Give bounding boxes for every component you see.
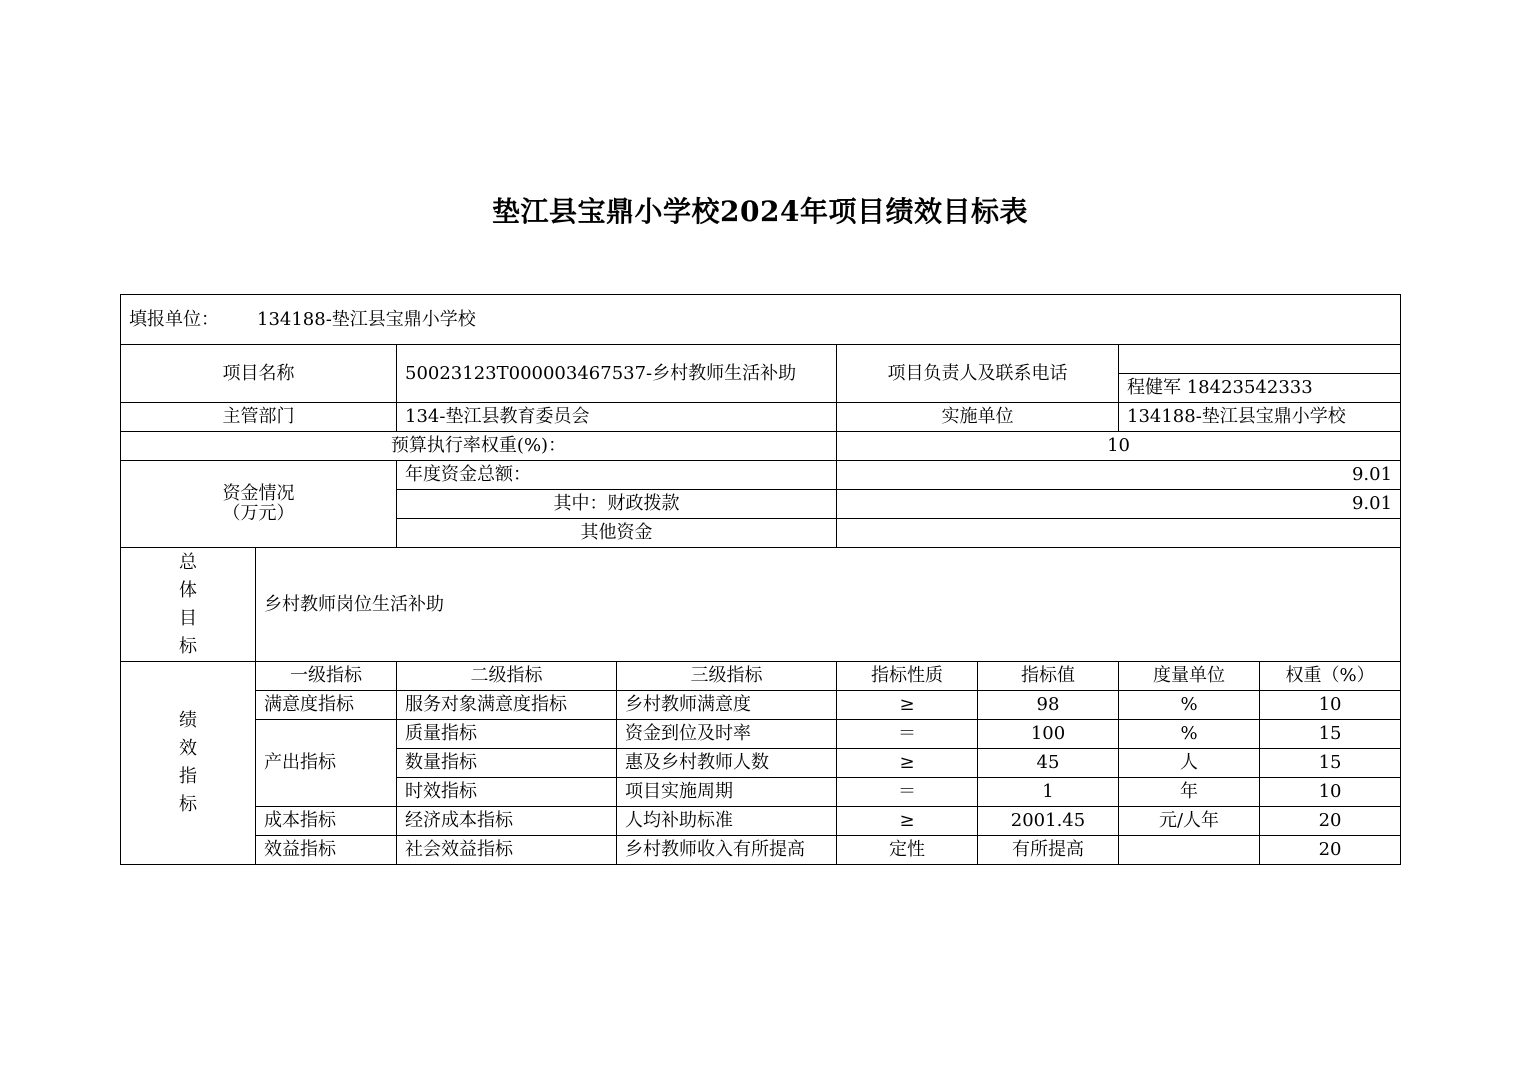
fill-unit-label: 填报单位： <box>129 308 219 330</box>
value-cell: 100 <box>978 720 1119 749</box>
nature-cell: ≥ <box>837 749 978 778</box>
funds-total-value: 9.01 <box>837 461 1401 490</box>
perf-header: 度量单位 <box>1119 662 1260 691</box>
overall-goal-char: 总 <box>179 551 197 573</box>
unit-cell: 元/人年 <box>1119 807 1260 836</box>
fill-unit-value: 134188-垫江县宝鼎小学校 <box>257 308 476 330</box>
project-contact-label: 项目负责人及联系电话 <box>837 345 1119 403</box>
level1-cell: 产出指标 <box>256 720 397 807</box>
project-name-label: 项目名称 <box>121 345 397 403</box>
overall-goal-char: 目 <box>179 607 197 629</box>
perf-header: 权重（%） <box>1260 662 1401 691</box>
dept-value: 134-垫江县教育委员会 <box>397 403 837 432</box>
budget-rate-label: 预算执行率权重(%)： <box>121 432 837 461</box>
unit-cell: 人 <box>1119 749 1260 778</box>
impl-unit-label: 实施单位 <box>837 403 1119 432</box>
level3-cell: 项目实施周期 <box>617 778 837 807</box>
overall-goal-char: 体 <box>179 579 197 601</box>
value-cell: 2001.45 <box>978 807 1119 836</box>
nature-cell: ≥ <box>837 691 978 720</box>
nature-cell: ＝ <box>837 778 978 807</box>
perf-label-char: 标 <box>179 794 197 815</box>
unit-cell: % <box>1119 691 1260 720</box>
overall-goal-value: 乡村教师岗位生活补助 <box>256 548 1401 662</box>
nature-cell: ≥ <box>837 807 978 836</box>
level1-cell: 成本指标 <box>256 807 397 836</box>
page-title: 垫江县宝鼎小学校2024年项目绩效目标表 <box>492 195 1028 228</box>
overall-goal-char: 标 <box>179 635 197 657</box>
value-cell: 有所提高 <box>978 836 1119 865</box>
weight-cell: 20 <box>1260 807 1401 836</box>
overall-goal-label <box>121 548 256 662</box>
funds-label-line1: 资金情况 <box>222 483 295 504</box>
level2-cell: 数量指标 <box>397 749 617 778</box>
perf-label-char: 指 <box>179 766 197 787</box>
project-contact-value: 程健军 18423542333 <box>1119 374 1401 403</box>
table-row <box>121 807 1401 836</box>
nature-cell: 定性 <box>837 836 978 865</box>
perf-label-char: 绩 <box>179 710 197 731</box>
impl-unit-value: 134188-垫江县宝鼎小学校 <box>1119 403 1401 432</box>
performance-target-table <box>120 294 1401 865</box>
table-row <box>121 720 1401 749</box>
level2-cell: 社会效益指标 <box>397 836 617 865</box>
level2-cell: 服务对象满意度指标 <box>397 691 617 720</box>
level1-cell: 满意度指标 <box>256 691 397 720</box>
level3-cell: 资金到位及时率 <box>617 720 837 749</box>
funds-fiscal-label: 其中：财政拨款 <box>397 490 837 519</box>
perf-header: 指标性质 <box>837 662 978 691</box>
nature-cell: ＝ <box>837 720 978 749</box>
perf-header: 三级指标 <box>617 662 837 691</box>
perf-indicator-label <box>121 662 256 865</box>
level3-cell: 惠及乡村教师人数 <box>617 749 837 778</box>
project-name-value: 50023123T000003467537-乡村教师生活补助 <box>397 345 837 403</box>
unit-cell: 年 <box>1119 778 1260 807</box>
level3-cell: 乡村教师满意度 <box>617 691 837 720</box>
funds-label-line2: （万元） <box>222 503 295 524</box>
level3-cell: 人均补助标准 <box>617 807 837 836</box>
dept-label: 主管部门 <box>121 403 397 432</box>
perf-header: 二级指标 <box>397 662 617 691</box>
project-contact-blank <box>1119 345 1401 374</box>
unit-cell <box>1119 836 1260 865</box>
table-row <box>121 691 1401 720</box>
perf-header: 一级指标 <box>256 662 397 691</box>
fill-unit-row <box>121 295 1401 345</box>
level2-cell: 时效指标 <box>397 778 617 807</box>
weight-cell: 15 <box>1260 720 1401 749</box>
weight-cell: 10 <box>1260 778 1401 807</box>
weight-cell: 10 <box>1260 691 1401 720</box>
level2-cell: 质量指标 <box>397 720 617 749</box>
level2-cell: 经济成本指标 <box>397 807 617 836</box>
value-cell: 98 <box>978 691 1119 720</box>
funds-other-value <box>837 519 1401 548</box>
perf-label-char: 效 <box>179 738 197 759</box>
weight-cell: 15 <box>1260 749 1401 778</box>
unit-cell: % <box>1119 720 1260 749</box>
perf-header: 指标值 <box>978 662 1119 691</box>
funds-other-label: 其他资金 <box>397 519 837 548</box>
level3-cell: 乡村教师收入有所提高 <box>617 836 837 865</box>
funds-total-label: 年度资金总额： <box>397 461 837 490</box>
funds-fiscal-value: 9.01 <box>837 490 1401 519</box>
table-row <box>121 836 1401 865</box>
level1-cell: 效益指标 <box>256 836 397 865</box>
budget-rate-value: 10 <box>837 432 1401 461</box>
funds-label <box>121 461 397 548</box>
value-cell: 1 <box>978 778 1119 807</box>
weight-cell: 20 <box>1260 836 1401 865</box>
value-cell: 45 <box>978 749 1119 778</box>
